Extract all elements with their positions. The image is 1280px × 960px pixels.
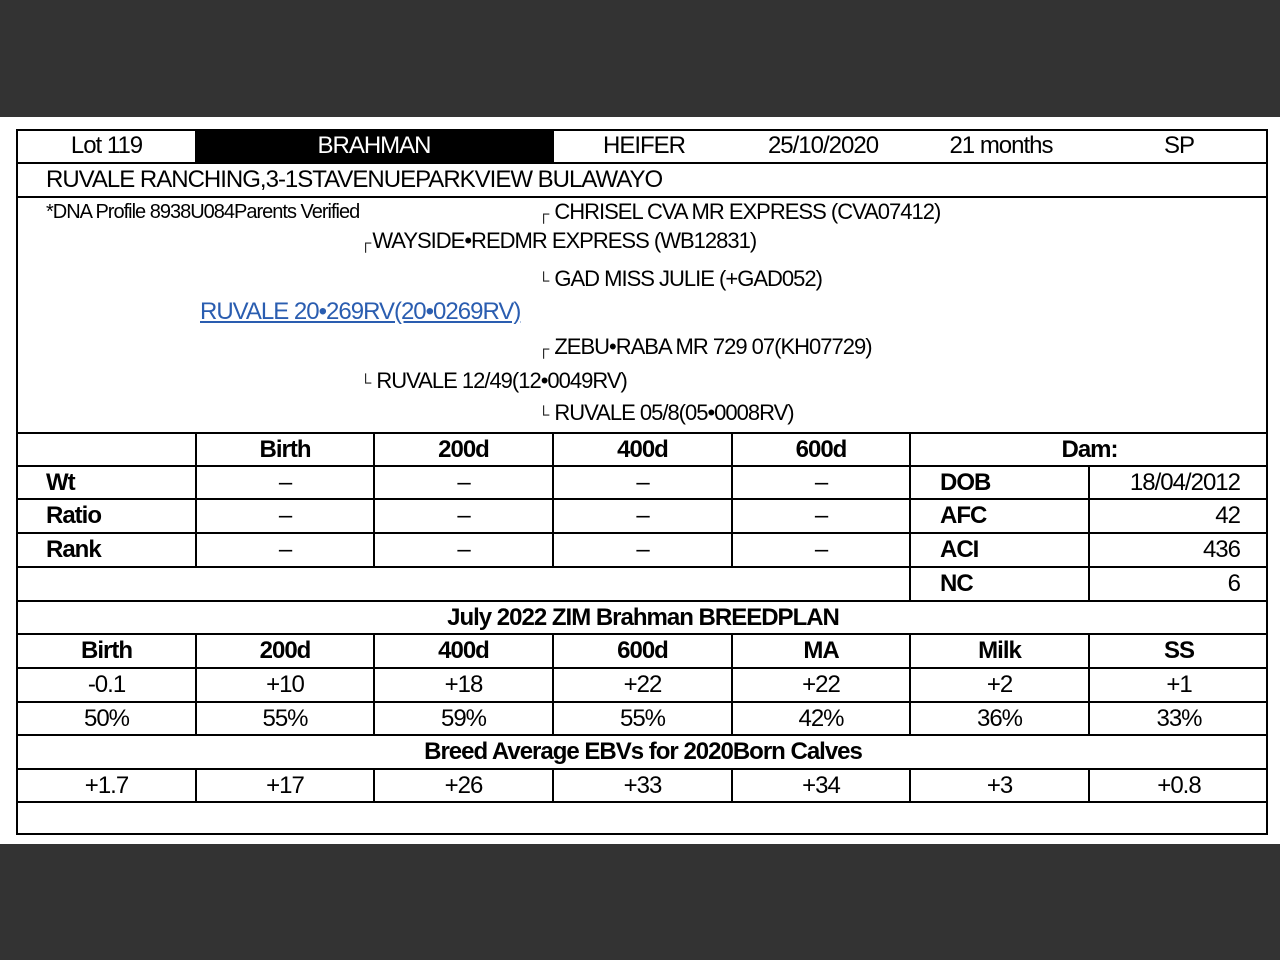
weights-row-label: Rank: [46, 536, 101, 563]
lot-number: Lot 119: [70, 132, 143, 159]
dam-sire: [538, 334, 872, 360]
weights-value: –: [814, 502, 828, 529]
dam-aci-label: ACI: [940, 536, 979, 563]
breed-average-value: +1.7: [84, 771, 129, 799]
breed-average-value: +33: [623, 771, 662, 799]
weights-value: –: [278, 502, 292, 529]
weights-col-200d: 200d: [438, 435, 489, 463]
dam: [360, 368, 627, 394]
breed-average-title: Breed Average EBVs for 2020Born Calves: [424, 738, 862, 765]
dam-dam-name: RUVALE 05/8(05•0008RV): [554, 400, 794, 425]
pedigree-bracket: └: [538, 273, 549, 290]
accuracy-value: 59%: [440, 704, 487, 732]
ebv-value: +1: [1166, 671, 1192, 698]
pedigree-bracket: └: [360, 375, 371, 392]
breeder-address: RUVALE RANCHING,3-1STAVENUEPARKVIEW BULAWAYO: [46, 166, 663, 193]
ebv-value: +22: [623, 671, 662, 698]
weights-value: –: [457, 468, 470, 496]
breed-name: BRAHMAN: [317, 132, 431, 159]
pedigree-bracket: ┌: [538, 341, 549, 358]
breedplan-col-400d: 400d: [438, 637, 489, 664]
breed-average-value: +17: [266, 771, 304, 799]
sire-sire-name: CHRISEL CVA MR EXPRESS (CVA07412): [554, 199, 941, 224]
dam-nc-label: NC: [940, 570, 973, 597]
pedigree-bracket: ┌: [538, 206, 549, 223]
dam-afc-value: 42: [1215, 502, 1240, 529]
breedplan-col-200d: 200d: [259, 637, 311, 664]
ebv-value: -0.1: [87, 671, 126, 698]
accuracy-value: 55%: [619, 704, 666, 732]
ebv-value: +10: [266, 671, 304, 698]
accuracy-value: 50%: [83, 704, 130, 732]
dam-name: RUVALE 12/49(12•0049RV): [376, 368, 627, 393]
breedplan-col-600d: 600d: [617, 637, 668, 664]
breedplan-title: July 2022 ZIM Brahman BREEDPLAN: [447, 603, 839, 631]
accuracy-value: 33%: [1156, 704, 1202, 732]
animal-id[interactable]: [200, 298, 520, 326]
weights-value: –: [636, 468, 649, 496]
sire-sire: [538, 199, 940, 225]
accuracy-value: 55%: [262, 704, 308, 732]
dam-afc-label: AFC: [940, 502, 987, 529]
accuracy-value: 42%: [798, 704, 844, 732]
weights-value: –: [636, 502, 649, 529]
dam-sire-name: ZEBU•RABA MR 729 07(KH07729): [554, 334, 872, 359]
weights-value: –: [814, 468, 828, 496]
ebv-value: +2: [986, 671, 1013, 698]
dam-nc-value: 6: [1227, 570, 1240, 597]
sire-dam-name: GAD MISS JULIE (+GAD052): [554, 266, 822, 291]
breed-average-value: +34: [802, 771, 840, 799]
animal-sex: HEIFER: [602, 132, 685, 159]
breedplan-col-ma: MA: [803, 637, 839, 664]
accuracy-value: 36%: [976, 704, 1023, 732]
animal-id-link[interactable]: RUVALE 20•269RV(20•0269RV): [200, 298, 521, 325]
breedplan-col-ss: SS: [1163, 637, 1194, 664]
weights-row-label: Wt: [46, 468, 75, 496]
rule: [16, 801, 1268, 803]
sire-dam: [538, 266, 822, 292]
dam-aci-value: 436: [1202, 536, 1240, 563]
weights-row-label: Ratio: [46, 502, 101, 529]
birth-date: 25/10/2020: [767, 132, 879, 159]
dam-title: Dam:: [1061, 435, 1118, 463]
weights-value: –: [278, 536, 292, 563]
weights-col-birth: Birth: [259, 435, 311, 463]
weights-value: –: [636, 536, 649, 563]
ebv-value: +18: [444, 671, 483, 698]
breed-average-value: +3: [986, 771, 1013, 799]
dna-profile: *DNA Profile 8938U084Parents Verified: [46, 201, 360, 223]
breedplan-col-birth: Birth: [81, 637, 132, 664]
dam-dam: [538, 400, 794, 426]
weights-value: –: [457, 502, 470, 529]
weights-value: –: [278, 468, 292, 496]
pedigree-bracket: ┌: [360, 235, 371, 252]
weights-col-400d: 400d: [617, 435, 668, 463]
dam-dob-label: DOB: [940, 468, 991, 496]
rule: [16, 196, 1268, 198]
sire-name: WAYSIDE•REDMR EXPRESS (WB12831): [372, 228, 757, 253]
weights-col-600d: 600d: [795, 435, 847, 463]
animal-age: 21 months: [949, 132, 1053, 159]
status-code: SP: [1163, 132, 1194, 159]
breed-average-value: +0.8: [1157, 771, 1201, 799]
dam-dob-value: 18/04/2012: [1129, 468, 1240, 496]
breedplan-col-milk: Milk: [978, 637, 1021, 664]
breed-average-value: +26: [444, 771, 483, 799]
weights-value: –: [814, 536, 828, 563]
ebv-value: +22: [802, 671, 840, 698]
weights-value: –: [457, 536, 470, 563]
pedigree-bracket: └: [538, 407, 549, 424]
sire: [360, 228, 756, 254]
